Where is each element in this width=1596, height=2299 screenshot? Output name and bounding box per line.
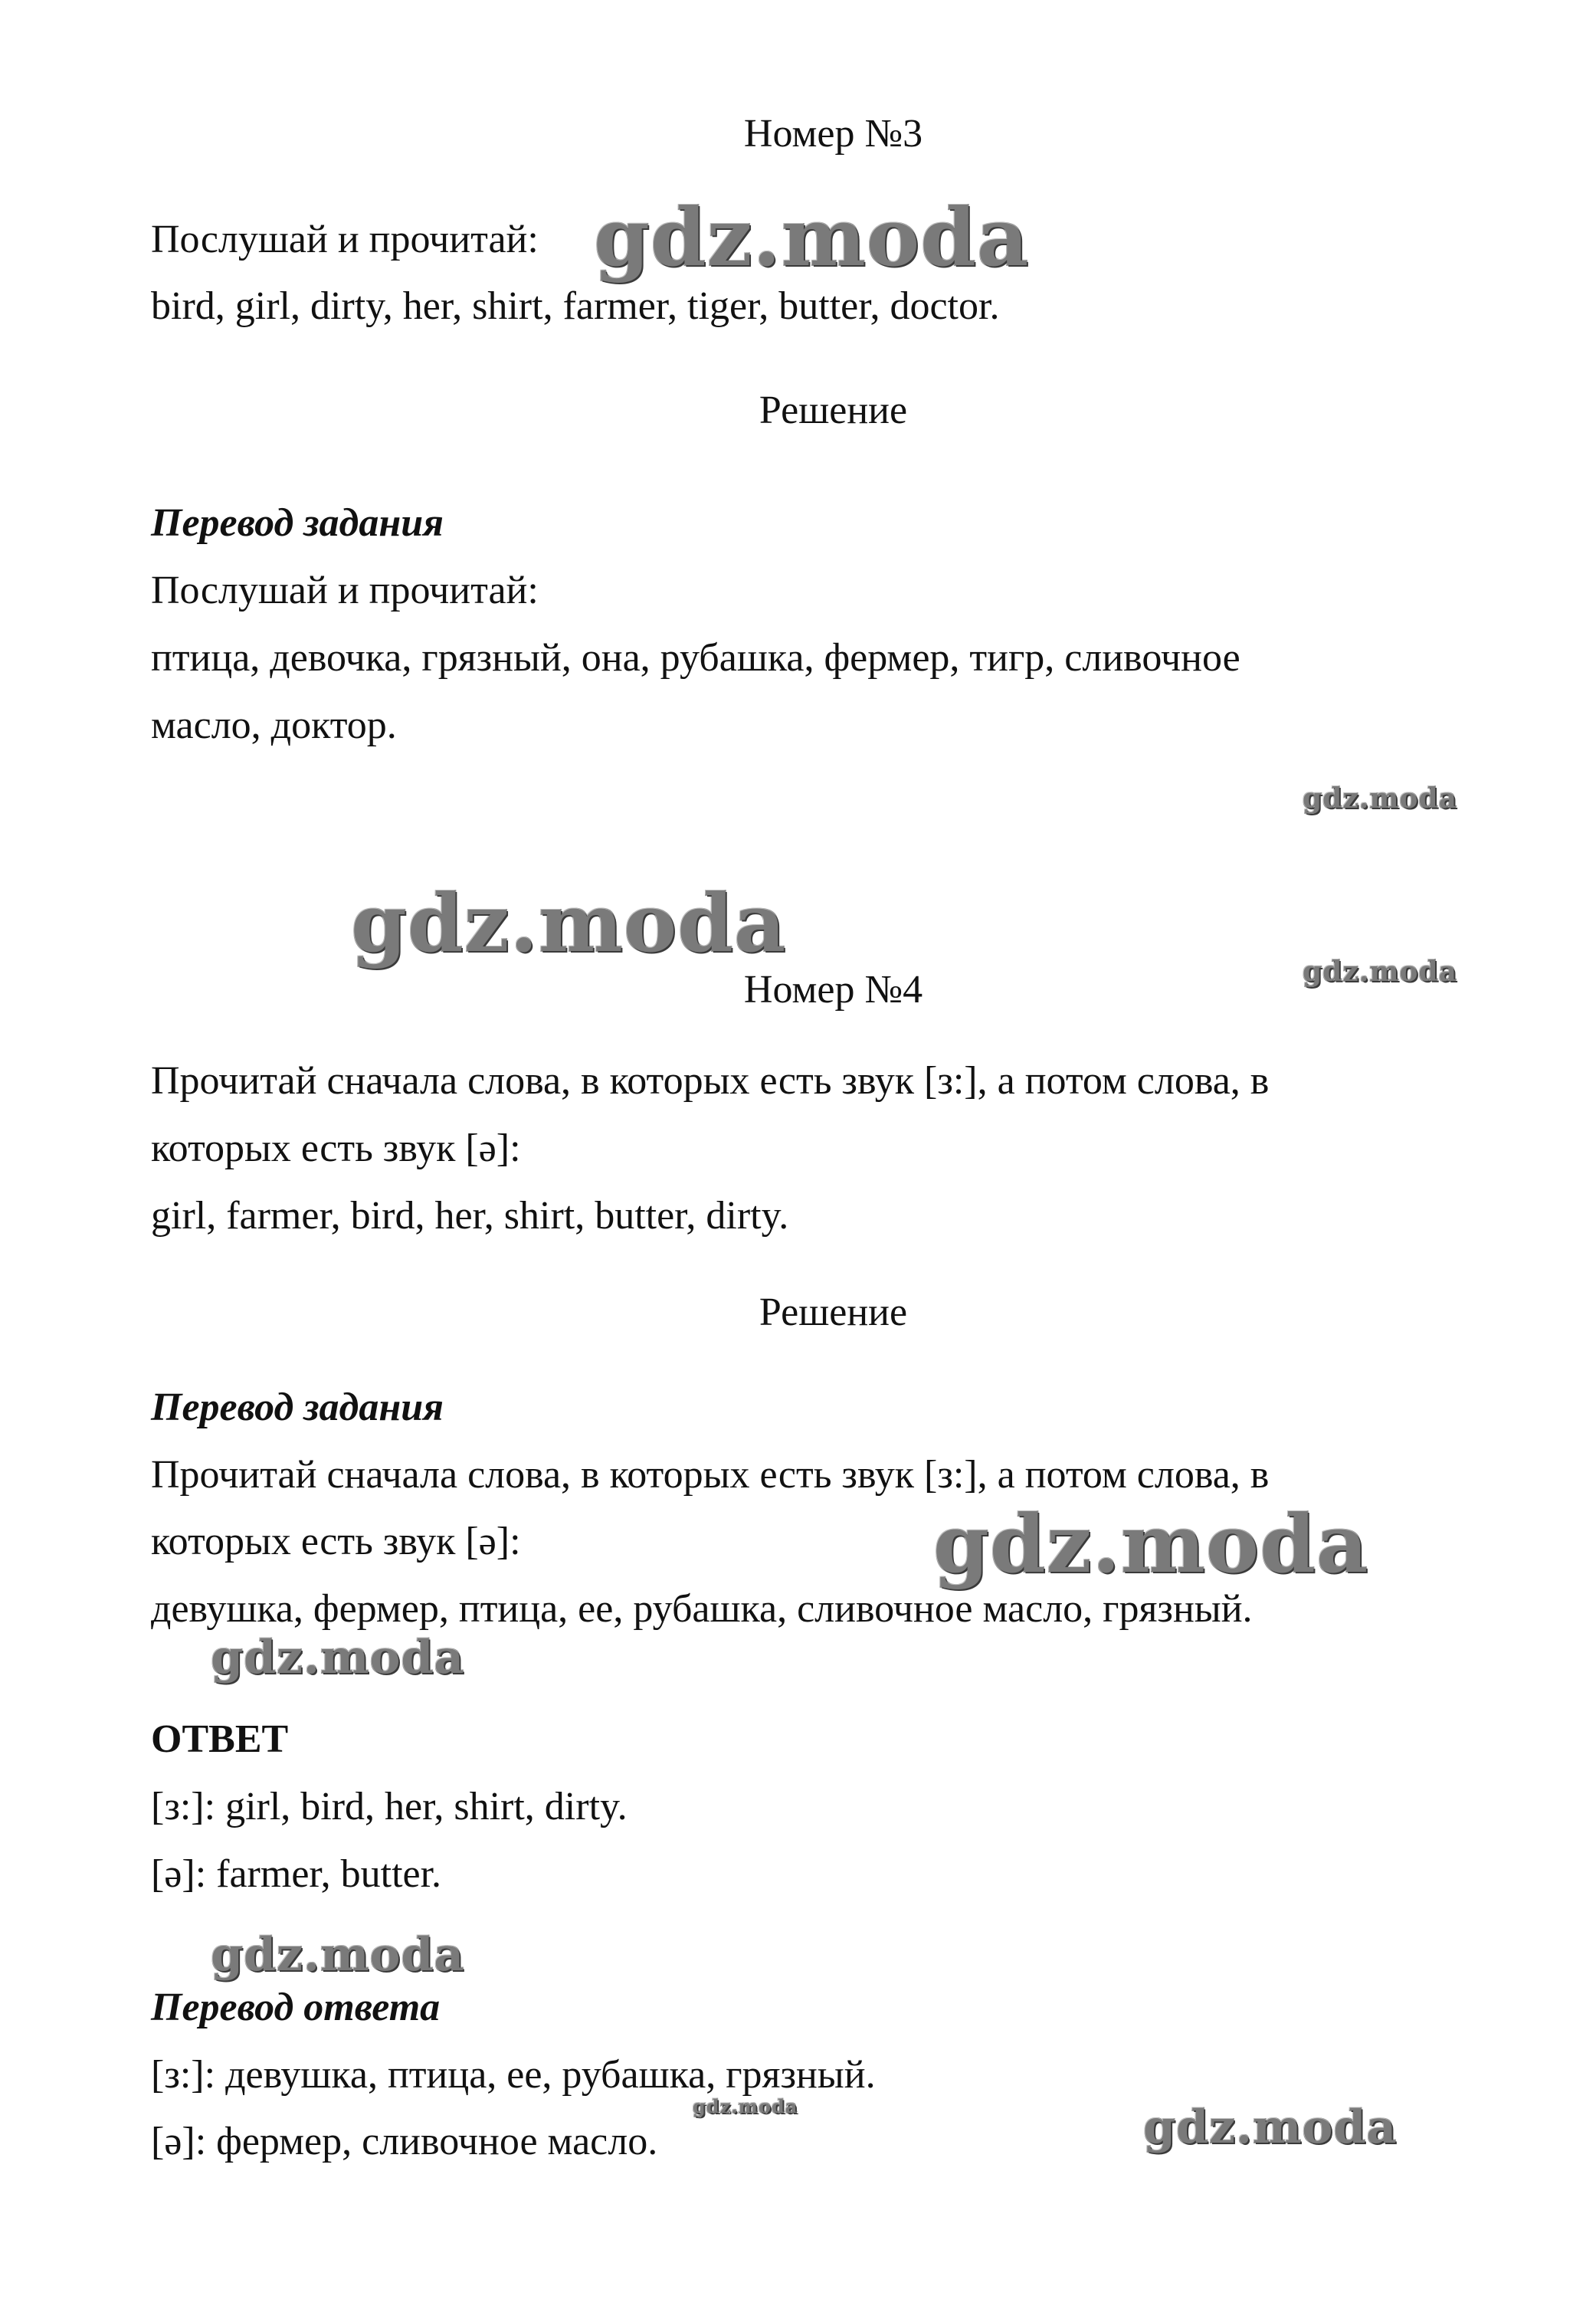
answer-line2: [ə]: farmer, butter. bbox=[151, 1852, 442, 1896]
task3-prompt: Послушай и прочитай: bbox=[151, 218, 539, 261]
watermark-logo: gdz.moda bbox=[933, 1497, 1369, 1591]
task4-translation-prompt-line2: которых есть звук [ə]: bbox=[151, 1520, 521, 1563]
answer-translation-line1: [з:]: девушка, птица, ее, рубашка, грязный. bbox=[151, 2053, 876, 2097]
watermark-logo: gdz.moda bbox=[693, 2095, 798, 2117]
answer-translation-line2: [ə]: фермер, сливочное масло. bbox=[151, 2120, 658, 2163]
task3-words: bird, girl, dirty, her, shirt, farmer, tiger, butter, doctor. bbox=[151, 284, 1000, 328]
task4-prompt-line1: Прочитай сначала слова, в которых есть звук [з:], а потом слова, в bbox=[151, 1059, 1270, 1103]
task3-solution-heading: Решение bbox=[759, 389, 908, 432]
task3-translation-heading: Перевод задания bbox=[151, 501, 444, 545]
task4-title: Номер №4 bbox=[743, 968, 923, 1012]
task4-solution-heading: Решение bbox=[759, 1291, 908, 1334]
task3-translation-words-line1: птица, девочка, грязный, она, рубашка, фермер, тигр, сливочное bbox=[151, 636, 1240, 680]
answer-heading: ОТВЕТ bbox=[151, 1717, 289, 1761]
watermark-logo: gdz.moda bbox=[351, 876, 787, 970]
task4-prompt-line2: которых есть звук [ə]: bbox=[151, 1127, 521, 1170]
task3-title: Номер №3 bbox=[743, 112, 923, 156]
task4-words: girl, farmer, bird, her, shirt, butter, dirty. bbox=[151, 1194, 789, 1238]
watermark-logo: gdz.moda bbox=[211, 1928, 465, 1982]
watermark-logo: gdz.moda bbox=[594, 190, 1030, 284]
task3-translation-prompt: Послушай и прочитай: bbox=[151, 569, 539, 612]
watermark-logo: gdz.moda bbox=[1303, 782, 1457, 815]
task4-translation-prompt-line1: Прочитай сначала слова, в которых есть звук [з:], а потом слова, в bbox=[151, 1453, 1270, 1497]
task4-translation-heading: Перевод задания bbox=[151, 1386, 444, 1429]
watermark-logo: gdz.moda bbox=[1303, 956, 1457, 988]
watermark-logo: gdz.moda bbox=[211, 1631, 465, 1684]
watermark-logo: gdz.moda bbox=[1143, 2101, 1398, 2154]
answer-translation-heading: Перевод ответа bbox=[151, 1986, 441, 2029]
answer-line1: [з:]: girl, bird, her, shirt, dirty. bbox=[151, 1785, 628, 1828]
task3-translation-words-line2: масло, доктор. bbox=[151, 703, 397, 747]
task4-translation-words: девушка, фермер, птица, ее, рубашка, сливочное масло, грязный. bbox=[151, 1587, 1253, 1631]
